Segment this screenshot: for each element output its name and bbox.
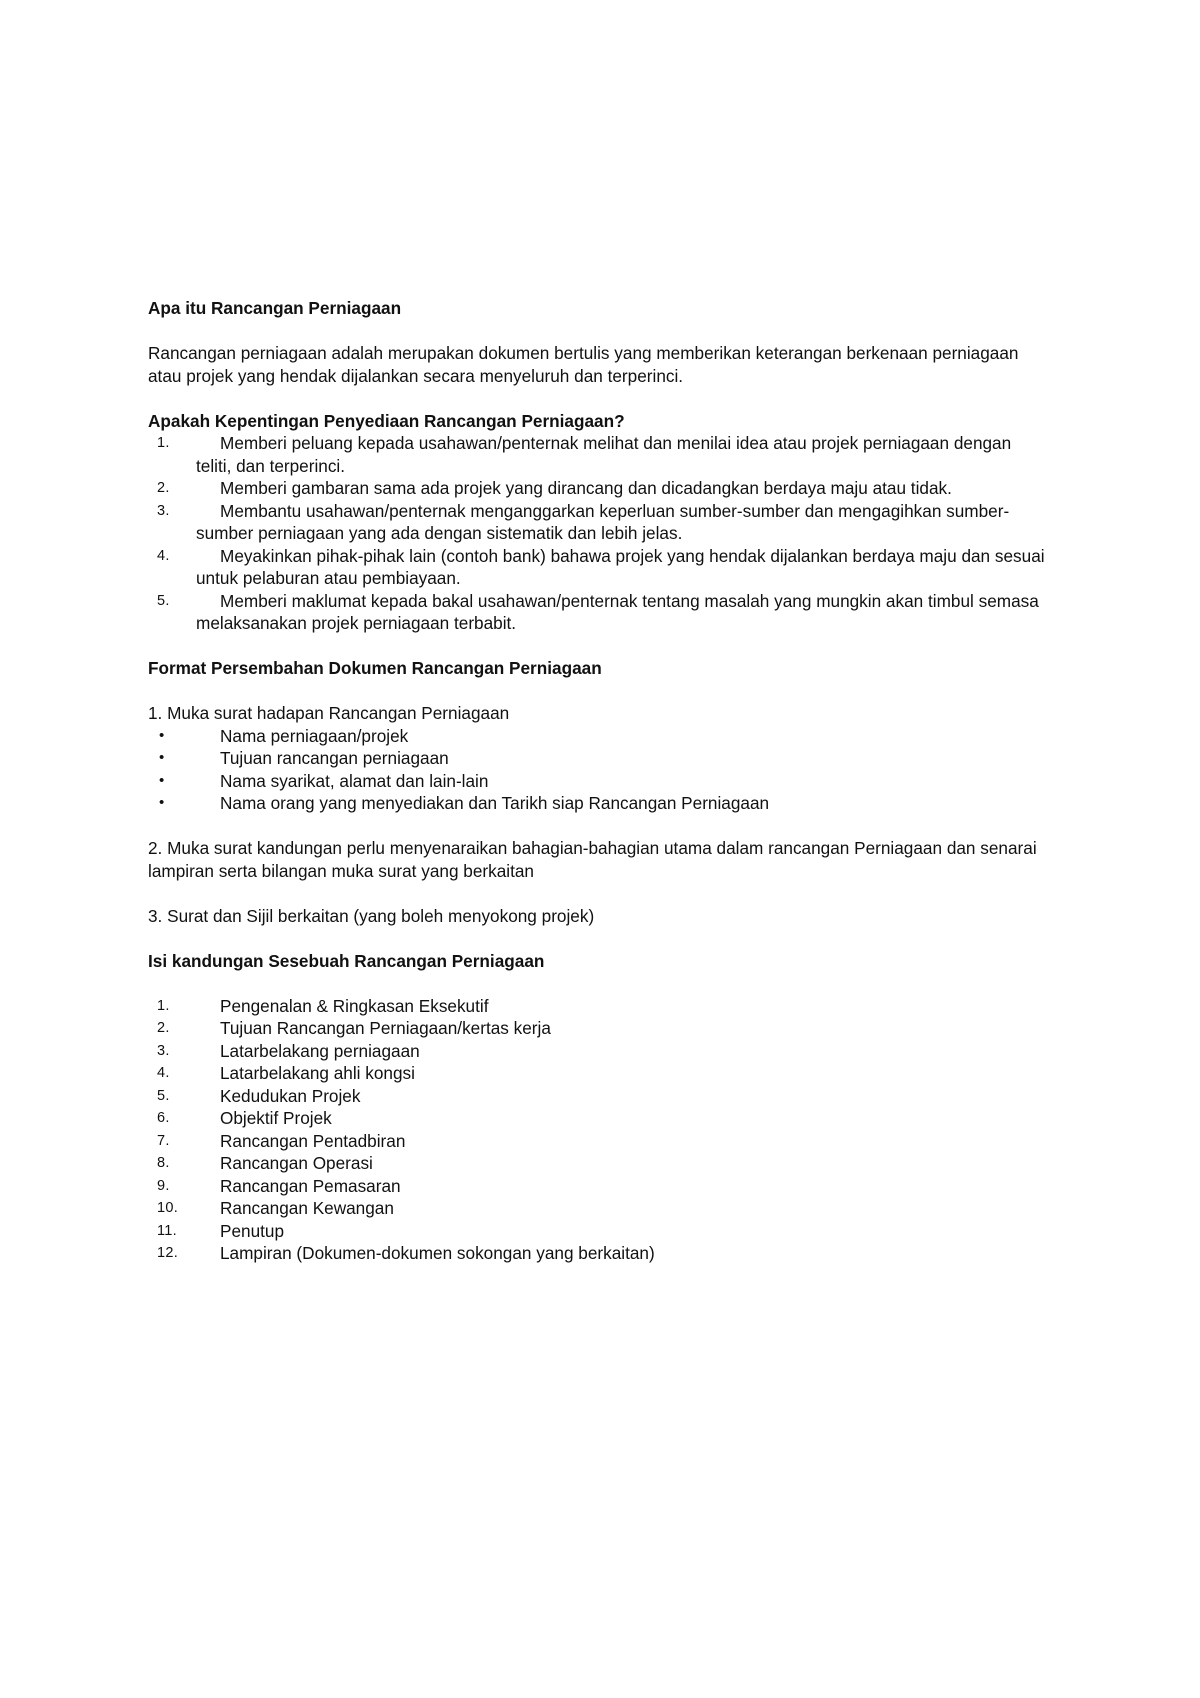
isi-kandungan-list [148, 995, 1048, 1265]
list-item-text: Latarbelakang perniagaan [220, 1040, 420, 1061]
list-item [148, 1085, 1048, 1108]
heading-format: Format Persembahan Dokumen Rancangan Perniagaan [148, 658, 602, 678]
spacer [148, 882, 1048, 905]
list-item [148, 1242, 1048, 1265]
list-item-text: Rancangan Kewangan [220, 1198, 394, 1218]
list-number: 12. [157, 1245, 179, 1261]
bullet-icon: • [159, 771, 165, 789]
list-number: 2. [157, 480, 170, 496]
list-item-text: Rancangan Operasi [220, 1153, 373, 1173]
list-item [148, 1130, 1048, 1153]
heading-apa-itu: Apa itu Rancangan Perniagaan [148, 298, 402, 318]
format-point-2: 2. Muka surat kandungan perlu menyenaraikan bahagian-bahagian utama dalam rancangan Perniagaan dan senarai lampiran serta bilangan muka surat yang berkaitan [148, 838, 1037, 881]
list-item-text: Tujuan rancangan perniagaan [220, 748, 449, 768]
list-item [148, 995, 1048, 1018]
kepentingan-list [148, 432, 1048, 635]
list-item [148, 1062, 1048, 1085]
list-item [148, 1197, 1048, 1220]
list-number: 2. [157, 1020, 170, 1036]
list-number: 1. [157, 997, 170, 1014]
spacer [148, 320, 1048, 343]
list-number: 4. [157, 1065, 170, 1081]
list-item [148, 725, 1048, 748]
list-item-text: Memberi gambaran sama ada projek yang dirancang dan dicadangkan berdaya maju atau tidak. [220, 478, 952, 498]
list-number: 9. [157, 1177, 170, 1194]
heading-isi-kandungan: Isi kandungan Sesebuah Rancangan Perniagaan [148, 950, 545, 971]
list-item [148, 1040, 1048, 1063]
list-item-text: Memberi maklumat kepada bakal usahawan/penternak tentang masalah yang mungkin akan timbul semasa melaksanakan projek perniagaan terbabit. [196, 590, 1039, 633]
list-number: 8. [157, 1155, 170, 1171]
format-point-3: 3. Surat dan Sijil berkaitan (yang boleh menyokong projek) [148, 905, 595, 926]
list-item-text: Pengenalan & Ringkasan Eksekutif [220, 995, 489, 1016]
list-item [148, 1175, 1048, 1198]
list-item-text: Tujuan Rancangan Perniagaan/kertas kerja [220, 1018, 551, 1038]
list-item [148, 1220, 1048, 1243]
list-item-text: Rancangan Pemasaran [220, 1175, 401, 1196]
list-item-text: Nama orang yang menyediakan dan Tarikh siap Rancangan Perniagaan [220, 793, 770, 813]
list-number: 3. [157, 1042, 170, 1059]
list-number: 7. [157, 1132, 170, 1149]
format-bullet-list [148, 725, 1048, 815]
spacer [148, 680, 1048, 703]
list-item-text: Latarbelakang ahli kongsi [220, 1063, 415, 1083]
spacer [148, 815, 1048, 838]
list-item-text: Lampiran (Dokumen-dokumen sokongan yang berkaitan) [220, 1243, 655, 1263]
heading-kepentingan: Apakah Kepentingan Penyediaan Rancangan Perniagaan? [148, 410, 625, 431]
list-item [148, 477, 1048, 500]
list-number: 5. [157, 592, 170, 609]
list-item-text: Meyakinkan pihak-pihak lain (contoh bank) bahawa projek yang hendak dijalankan berdaya maju dan sesuai untuk pelaburan atau pembiayaan. [196, 545, 1045, 588]
list-item [148, 545, 1048, 590]
list-number: 3. [157, 502, 170, 519]
list-item [148, 792, 1048, 815]
list-item-text: Objektif Projek [220, 1108, 332, 1128]
list-item-text: Membantu usahawan/penternak menganggarkan keperluan sumber-sumber dan mengagihkan sumber-sumber perniagaan yang ada dengan sistematik dan lebih jelas. [196, 500, 1010, 543]
list-number: 4. [157, 547, 170, 564]
bullet-icon: • [159, 726, 165, 744]
list-item-text: Penutup [220, 1220, 285, 1241]
list-item [148, 770, 1048, 793]
spacer [148, 635, 1048, 658]
list-number: 6. [157, 1110, 170, 1126]
list-item [148, 590, 1048, 635]
list-item-text: Nama perniagaan/projek [220, 725, 409, 746]
list-number: 1. [157, 435, 170, 451]
format-point-1: 1. Muka surat hadapan Rancangan Perniagaan [148, 703, 510, 723]
list-item-text: Rancangan Pentadbiran [220, 1130, 406, 1151]
list-item-text: Kedudukan Projek [220, 1085, 361, 1106]
list-number: 11. [157, 1222, 177, 1239]
intro-paragraph: Rancangan perniagaan adalah merupakan dokumen bertulis yang memberikan keterangan berkenaan perniagaan atau projek yang hendak dijalankan secara menyeluruh dan terperinci. [148, 343, 1019, 386]
list-item [148, 500, 1048, 545]
document-page [148, 297, 1048, 1265]
spacer [148, 927, 1048, 950]
list-item-text: Nama syarikat, alamat dan lain-lain [220, 770, 489, 791]
spacer [148, 387, 1048, 410]
list-item [148, 1017, 1048, 1040]
list-item [148, 1152, 1048, 1175]
list-number: 5. [157, 1087, 170, 1104]
list-item [148, 432, 1048, 477]
list-item-text: Memberi peluang kepada usahawan/penternak melihat dan menilai idea atau projek perniagaan dengan teliti, dan terperinci. [196, 433, 1012, 476]
bullet-icon: • [159, 749, 165, 766]
list-number: 10. [157, 1200, 179, 1216]
bullet-icon: • [159, 794, 165, 811]
spacer [148, 972, 1048, 995]
list-item [148, 747, 1048, 770]
list-item [148, 1107, 1048, 1130]
